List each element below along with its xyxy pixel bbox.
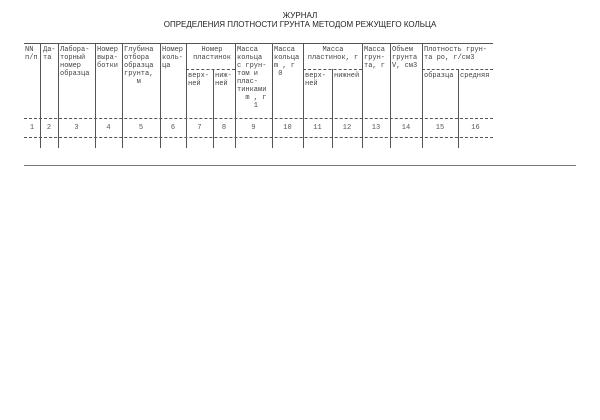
column-divider	[160, 43, 161, 148]
column-number: 15	[435, 124, 445, 132]
header-plate-top-mass: верх- ней	[305, 72, 327, 88]
column-number: 12	[342, 124, 352, 132]
column-number: 6	[170, 124, 176, 132]
column-divider	[390, 43, 391, 148]
column-number: 11	[313, 124, 322, 132]
column-number: 8	[221, 124, 227, 132]
header-ring-number: Номер коль- ца	[162, 46, 184, 70]
column-divider	[422, 43, 423, 148]
column-divider	[235, 43, 236, 148]
column-number: 14	[401, 124, 411, 132]
column-number: 10	[283, 124, 292, 132]
header-plate-bottom-mass: нижней	[334, 72, 360, 80]
column-number: 3	[74, 124, 79, 132]
column-divider	[458, 69, 459, 148]
page-separator-line	[24, 165, 576, 166]
header-plates-number: Номер пластинок	[193, 46, 231, 62]
header-excavation-number: Номер выра- ботки	[97, 46, 119, 70]
header-date: Да- та	[43, 46, 56, 62]
column-divider	[122, 43, 123, 148]
column-number: 4	[106, 124, 111, 132]
column-divider	[58, 43, 59, 148]
header-depth: Глубина отбора образца грунта, м	[124, 46, 154, 86]
subheader-divider	[186, 69, 235, 70]
column-divider	[95, 43, 96, 148]
column-divider	[362, 43, 363, 148]
column-divider	[332, 69, 333, 148]
journal-subtitle: ОПРЕДЕЛЕНИЯ ПЛОТНОСТИ ГРУНТА МЕТОДОМ РЕЖУЩЕГО КОЛЬЦА	[163, 20, 437, 29]
column-divider	[186, 43, 187, 148]
journal-title: ЖУРНАЛ	[282, 11, 318, 20]
header-soil-mass: Масса грун- та, г	[364, 46, 386, 70]
header-density-sample: образца	[424, 72, 454, 80]
header-mass-ring: Масса кольца m , г 0	[274, 46, 300, 78]
column-divider	[272, 43, 273, 148]
column-number: 5	[138, 124, 144, 132]
header-plate-top: верх- ней	[188, 72, 210, 88]
column-number: 7	[197, 124, 202, 132]
column-number: 2	[46, 124, 52, 132]
column-divider	[213, 69, 214, 148]
header-soil-volume: Объем грунта V, см3	[392, 46, 418, 70]
header-lab-number: Лабора- торный номер образца	[60, 46, 90, 78]
column-number: 1	[29, 124, 35, 132]
header-number: NN п/п	[25, 46, 38, 62]
column-number: 16	[471, 124, 480, 132]
column-number: 13	[371, 124, 381, 132]
header-plate-bottom: ниж- ней	[215, 72, 232, 88]
header-mass-ring-soil-plates: Масса кольца с грун- том и плас- тинками m , г 1	[237, 46, 267, 110]
header-plates-mass: Масса пластинок, г	[307, 46, 359, 62]
column-divider	[40, 43, 41, 148]
header-soil-density: Плотность грун- та ро, г/см3	[424, 46, 488, 62]
column-number: 9	[251, 124, 256, 132]
header-density-average: средняя	[460, 72, 490, 80]
